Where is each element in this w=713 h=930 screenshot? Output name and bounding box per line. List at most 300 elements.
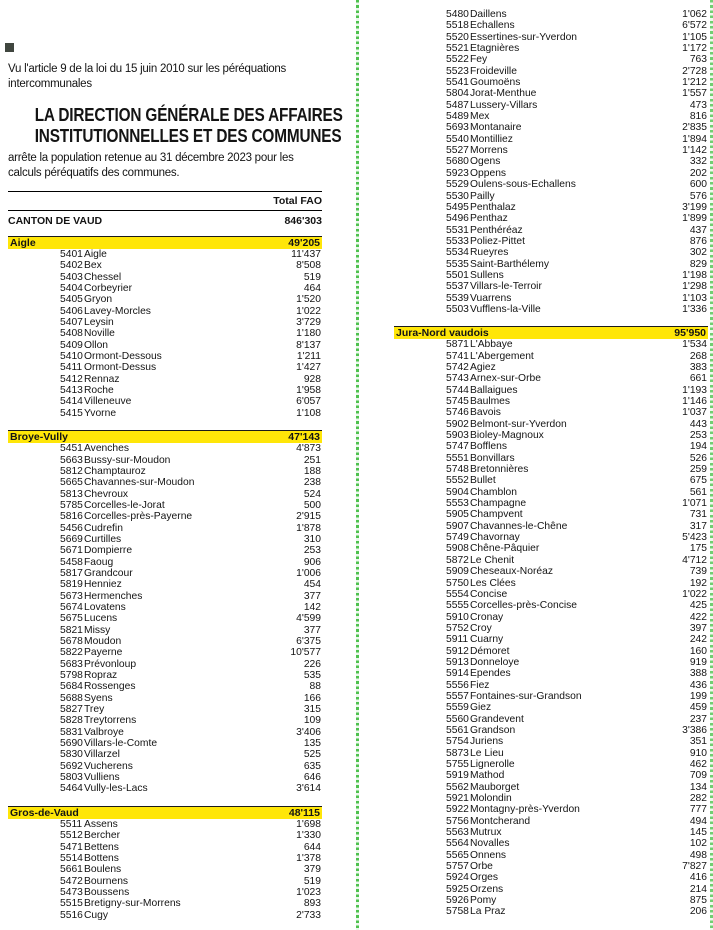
commune-code: 5409: [60, 339, 83, 351]
commune-row: [394, 9, 708, 20]
commune-code: 5756: [446, 815, 469, 827]
commune-row: [394, 304, 708, 315]
commune-name: Ballaigues: [470, 384, 518, 396]
commune-population: 1'172: [682, 43, 707, 55]
commune-population: 500: [303, 499, 321, 511]
commune-name: Gryon: [84, 294, 113, 306]
commune-row: [8, 602, 322, 613]
commune-population: 2'728: [682, 65, 707, 77]
commune-name: Le Lieu: [470, 747, 504, 759]
commune-code: 5471: [60, 841, 83, 853]
commune-population: 253: [303, 545, 321, 557]
commune-row: [394, 872, 708, 883]
commune-code: 5489: [446, 111, 469, 123]
commune-code: 5565: [446, 849, 469, 861]
commune-population: 524: [303, 488, 321, 500]
commune-row: [8, 591, 322, 602]
commune-name: Bournens: [84, 875, 129, 887]
commune-row: [8, 294, 322, 305]
commune-name: Juriens: [470, 736, 504, 748]
commune-code: 5539: [446, 292, 469, 304]
commune-population: 251: [303, 454, 321, 466]
commune-name: Pailly: [470, 190, 495, 202]
commune-code: 5925: [446, 883, 469, 895]
decree-line: arrête la population retenue au 31 décembre 2023 pour les: [8, 152, 294, 164]
commune-name: Novalles: [470, 838, 510, 850]
commune-name: Bullet: [470, 475, 496, 487]
commune-name: Mutrux: [470, 827, 502, 839]
commune-population: 1'198: [682, 269, 707, 281]
commune-code: 5908: [446, 543, 469, 555]
commune-name: Lignerolle: [470, 759, 515, 770]
district-header-bar: [394, 326, 708, 339]
commune-population: 109: [303, 715, 321, 727]
commune-population: 268: [689, 350, 707, 362]
commune-row: [394, 419, 708, 430]
commune-population: 377: [303, 624, 321, 636]
commune-name: Penthaz: [470, 213, 508, 225]
commune-name: Corbeyrier: [84, 283, 133, 295]
commune-population: 192: [689, 577, 707, 589]
commune-code: 5919: [446, 770, 469, 782]
commune-row: [394, 213, 708, 224]
total-fao-label: Total FAO: [273, 195, 322, 207]
commune-population: 6'375: [296, 636, 321, 647]
commune-name: Moudon: [84, 636, 122, 647]
commune-code: 5803: [60, 772, 83, 784]
commune-population: 194: [689, 441, 707, 453]
commune-code: 5690: [60, 738, 83, 750]
commune-code: 5819: [60, 579, 83, 591]
district-total: 47'143: [288, 431, 320, 444]
commune-row: [8, 887, 322, 898]
commune-row: [394, 782, 708, 793]
commune-population: 906: [303, 556, 321, 568]
commune-population: 1'022: [296, 305, 321, 317]
commune-name: Cudrefin: [84, 522, 123, 534]
commune-row: [394, 657, 708, 668]
commune-code: 5816: [60, 511, 83, 523]
commune-code: 5414: [60, 396, 83, 408]
commune-code: 5496: [446, 213, 469, 225]
commune-name: Champtauroz: [84, 465, 146, 477]
commune-code: 5533: [446, 235, 469, 247]
commune-name: Froideville: [470, 65, 517, 77]
commune-name: Curtilles: [84, 533, 122, 545]
commune-name: Vulliens: [84, 772, 120, 784]
commune-code: 5741: [446, 350, 469, 362]
commune-row: [394, 100, 708, 111]
commune-name: Concise: [470, 588, 508, 600]
commune-row: [8, 385, 322, 396]
commune-population: 526: [689, 452, 707, 464]
commune-population: 188: [303, 465, 321, 477]
commune-row: [394, 487, 708, 498]
decree-line: calculs péréquatifs des communes.: [8, 167, 180, 179]
commune-population: 600: [689, 179, 707, 191]
commune-code: 5822: [60, 647, 83, 659]
commune-population: 646: [303, 772, 321, 784]
commune-row: [394, 668, 708, 679]
commune-name: Montilliez: [470, 133, 513, 145]
commune-row: [394, 646, 708, 657]
commune-code: 5924: [446, 872, 469, 884]
commune-population: 1'146: [682, 396, 707, 407]
commune-name: Penthéréaz: [470, 224, 523, 236]
commune-name: Orges: [470, 872, 499, 884]
commune-name: Mex: [470, 111, 490, 123]
commune-row: [394, 498, 708, 509]
commune-code: 5401: [60, 249, 83, 260]
commune-name: Bretonnières: [470, 464, 529, 476]
commune-code: 5750: [446, 577, 469, 589]
commune-code: 5688: [60, 692, 83, 704]
commune-code: 5514: [60, 852, 83, 864]
commune-name: Missy: [84, 624, 111, 636]
decree-paragraph: [8, 151, 322, 181]
document-title: [8, 104, 343, 146]
commune-row: [8, 636, 322, 647]
commune-population: 731: [689, 509, 707, 521]
commune-name: Rennaz: [84, 373, 120, 385]
commune-row: [394, 88, 708, 99]
commune-row: [8, 647, 322, 658]
commune-row: [8, 272, 322, 283]
commune-row: [394, 725, 708, 736]
commune-row: [394, 770, 708, 781]
commune-name: Fontaines-sur-Grandson: [470, 690, 582, 702]
commune-population: 919: [689, 656, 707, 668]
commune-name: Champagne: [470, 498, 527, 510]
commune-row: [394, 145, 708, 156]
commune-row: [8, 761, 322, 772]
commune-name: Vucherens: [84, 760, 133, 772]
commune-name: Cugy: [84, 909, 109, 921]
commune-row: [394, 736, 708, 747]
commune-population: 10'577: [290, 647, 321, 659]
commune-row: [8, 283, 322, 294]
commune-name: Chevroux: [84, 488, 129, 500]
commune-name: Rossenges: [84, 681, 136, 693]
commune-row: [8, 749, 322, 760]
commune-population: 893: [303, 898, 321, 910]
commune-code: 5411: [60, 362, 83, 374]
commune-row: [8, 864, 322, 875]
commune-population: 576: [689, 190, 707, 202]
commune-name: Vufflens-la-Ville: [470, 303, 541, 315]
commune-code: 5754: [446, 736, 469, 748]
canton-label: CANTON DE VAUD: [8, 215, 103, 227]
commune-row: [394, 373, 708, 384]
commune-name: Ropraz: [84, 670, 118, 682]
commune-code: 5903: [446, 430, 469, 442]
commune-population: 1'899: [682, 213, 707, 225]
district-header-bar: [8, 236, 322, 249]
commune-code: 5403: [60, 271, 83, 283]
commune-name: Mathod: [470, 770, 505, 782]
commune-row: [8, 738, 322, 749]
commune-name: Pomy: [470, 895, 497, 907]
commune-row: [8, 396, 322, 407]
commune-code: 5552: [446, 475, 469, 487]
commune-name: Lavey-Morcles: [84, 305, 151, 317]
commune-row: [394, 691, 708, 702]
district-name: Gros-de-Vaud: [10, 806, 79, 819]
commune-row: [8, 374, 322, 385]
commune-code: 5406: [60, 305, 83, 317]
district-header-bar: [8, 806, 322, 819]
commune-row: [394, 293, 708, 304]
commune-code: 5828: [60, 715, 83, 727]
commune-row: [394, 259, 708, 270]
commune-population: 3'729: [296, 317, 321, 329]
commune-population: 11'437: [291, 249, 321, 260]
commune-code: 5663: [60, 454, 83, 466]
commune-population: 876: [689, 235, 707, 247]
commune-row: [394, 362, 708, 373]
commune-name: Chavornay: [470, 532, 520, 544]
commune-population: 3'386: [682, 724, 707, 736]
commune-code: 5522: [446, 54, 469, 66]
commune-row: [394, 20, 708, 31]
intro-line: intercommunales: [8, 78, 92, 90]
commune-row: [8, 842, 322, 853]
commune-population: 1'023: [296, 886, 321, 898]
commune-code: 5534: [446, 247, 469, 259]
commune-name: Fey: [470, 54, 488, 66]
commune-population: 464: [303, 283, 321, 295]
commune-row: [394, 156, 708, 167]
commune-population: 709: [689, 770, 707, 782]
commune-population: 816: [689, 111, 707, 123]
commune-population: 1'330: [296, 830, 321, 842]
commune-code: 5537: [446, 281, 469, 293]
commune-name: Oulens-sous-Echallens: [470, 179, 576, 191]
commune-name: Bavois: [470, 407, 501, 419]
commune-row: [394, 702, 708, 713]
commune-code: 5472: [60, 875, 83, 887]
commune-code: 5527: [446, 145, 469, 157]
commune-code: 5755: [446, 759, 469, 770]
left-column: [8, 0, 343, 921]
commune-name: Poliez-Pittet: [470, 235, 525, 247]
commune-code: 5812: [60, 465, 83, 477]
commune-population: 4'873: [296, 443, 321, 455]
commune-population: 498: [689, 849, 707, 861]
commune-code: 5473: [60, 886, 83, 898]
commune-population: 416: [689, 872, 707, 884]
commune-row: [8, 328, 322, 339]
commune-row: [8, 306, 322, 317]
commune-population: 1'211: [296, 351, 321, 363]
commune-code: 5872: [446, 554, 469, 566]
commune-code: 5512: [60, 830, 83, 842]
commune-row: [394, 623, 708, 634]
commune-code: 5813: [60, 488, 83, 500]
commune-population: 561: [689, 486, 707, 498]
commune-population: 1'105: [682, 31, 707, 43]
commune-name: Orbe: [470, 861, 493, 873]
commune-row: [8, 659, 322, 670]
commune-code: 5904: [446, 486, 469, 498]
commune-row: [8, 783, 322, 794]
commune-population: 1'298: [682, 281, 707, 293]
commune-code: 5692: [60, 760, 83, 772]
commune-name: Cronay: [470, 611, 504, 623]
commune-name: Orzens: [470, 883, 504, 895]
commune-name: Chessel: [84, 271, 122, 283]
commune-row: [8, 772, 322, 783]
commune-code: 5684: [60, 681, 83, 693]
commune-row: [8, 727, 322, 738]
commune-code: 5661: [60, 864, 83, 876]
commune-population: 238: [303, 477, 321, 489]
district-total: 49'205: [288, 237, 320, 249]
commune-population: 199: [689, 690, 707, 702]
commune-code: 5520: [446, 31, 469, 43]
commune-name: Grandevent: [470, 713, 524, 725]
commune-population: 1'108: [296, 407, 321, 419]
commune-row: [8, 670, 322, 681]
district-name: Jura-Nord vaudois: [396, 327, 489, 340]
commune-code: 5501: [446, 269, 469, 281]
commune-row: [394, 202, 708, 213]
commune-population: 661: [689, 373, 707, 385]
commune-population: 4'712: [682, 554, 707, 566]
commune-name: Oppens: [470, 167, 507, 179]
commune-name: Agiez: [470, 361, 496, 373]
commune-name: Boulens: [84, 864, 122, 876]
commune-name: Villeneuve: [84, 396, 132, 408]
commune-population: 763: [689, 54, 707, 66]
commune-name: Corcelles-près-Payerne: [84, 511, 193, 523]
commune-row: [8, 625, 322, 636]
commune-name: Saint-Barthélemy: [470, 258, 549, 270]
commune-code: 5680: [446, 156, 469, 168]
commune-row: [394, 748, 708, 759]
commune-population: 3'199: [682, 201, 707, 213]
commune-name: Corcelles-le-Jorat: [84, 499, 165, 511]
commune-code: 5831: [60, 726, 83, 738]
commune-name: Corcelles-près-Concise: [470, 600, 578, 612]
commune-code: 5665: [60, 477, 83, 489]
commune-code: 5817: [60, 567, 83, 579]
commune-population: 910: [689, 747, 707, 759]
commune-code: 5757: [446, 861, 469, 873]
commune-name: Etagnières: [470, 43, 520, 55]
commune-row: [394, 816, 708, 827]
commune-code: 5553: [446, 498, 469, 510]
commune-code: 5413: [60, 385, 83, 397]
commune-row: [394, 759, 708, 770]
commune-population: 332: [689, 156, 707, 168]
commune-population: 1'071: [682, 498, 707, 510]
left-sections-container: [8, 236, 322, 921]
commune-name: Belmont-sur-Yverdon: [470, 418, 567, 430]
right-column: [394, 0, 708, 918]
commune-name: Hermenches: [84, 590, 143, 602]
gros-de-vaud-continuation-rows: [394, 0, 708, 315]
commune-population: 1'180: [296, 328, 321, 340]
commune-name: Fiez: [470, 679, 490, 691]
commune-code: 5678: [60, 636, 83, 647]
commune-name: Ormont-Dessous: [84, 351, 162, 363]
commune-name: Chavannes-le-Chêne: [470, 520, 568, 532]
commune-code: 5451: [60, 443, 83, 455]
commune-name: Rueyres: [470, 247, 509, 259]
commune-population: 1'062: [682, 9, 707, 20]
commune-code: 5910: [446, 611, 469, 623]
commune-name: Lovatens: [84, 601, 126, 613]
commune-name: Grandcour: [84, 567, 133, 579]
commune-code: 5407: [60, 317, 83, 329]
right-sections-container: [394, 326, 708, 918]
commune-row: [394, 77, 708, 88]
commune-row: [394, 32, 708, 43]
commune-code: 5521: [446, 43, 469, 55]
commune-code: 5683: [60, 658, 83, 670]
commune-population: 644: [303, 841, 321, 853]
commune-population: 2'835: [682, 122, 707, 134]
commune-row: [394, 111, 708, 122]
commune-row: [8, 408, 322, 419]
commune-row: [394, 578, 708, 589]
commune-name: Trey: [84, 704, 105, 716]
commune-code: 5412: [60, 373, 83, 385]
commune-population: 829: [689, 258, 707, 270]
commune-population: 454: [303, 579, 321, 591]
commune-population: 739: [689, 566, 707, 578]
commune-name: Treytorrens: [84, 715, 137, 727]
commune-code: 5523: [446, 65, 469, 77]
commune-population: 8'508: [296, 260, 321, 272]
commune-code: 5746: [446, 407, 469, 419]
commune-row: [394, 339, 708, 350]
commune-row: [8, 317, 322, 328]
commune-code: 5562: [446, 781, 469, 793]
commune-code: 5530: [446, 190, 469, 202]
commune-name: Payerne: [84, 647, 123, 659]
commune-population: 166: [303, 692, 321, 704]
commune-code: 5408: [60, 328, 83, 340]
commune-name: Baulmes: [470, 396, 511, 407]
commune-code: 5913: [446, 656, 469, 668]
commune-name: L'Abbaye: [470, 339, 513, 351]
commune-population: 351: [689, 736, 707, 748]
commune-row: [394, 895, 708, 906]
commune-code: 5405: [60, 294, 83, 306]
commune-name: Noville: [84, 328, 115, 340]
commune-code: 5495: [446, 201, 469, 213]
commune-row: [8, 455, 322, 466]
commune-name: Essertines-sur-Yverdon: [470, 31, 578, 43]
commune-code: 5671: [60, 545, 83, 557]
commune-name: Ormont-Dessus: [84, 362, 157, 374]
commune-row: [8, 568, 322, 579]
commune-code: 5560: [446, 713, 469, 725]
commune-name: Bioley-Magnoux: [470, 430, 544, 442]
commune-name: Sullens: [470, 269, 504, 281]
commune-name: Croy: [470, 622, 492, 634]
commune-code: 5745: [446, 396, 469, 407]
commune-row: [8, 830, 322, 841]
commune-row: [8, 715, 322, 726]
commune-population: 928: [303, 373, 321, 385]
commune-name: Jorat-Menthue: [470, 88, 537, 100]
commune-row: [394, 884, 708, 895]
commune-code: 5921: [446, 793, 469, 805]
commune-name: Bonvillars: [470, 452, 515, 464]
